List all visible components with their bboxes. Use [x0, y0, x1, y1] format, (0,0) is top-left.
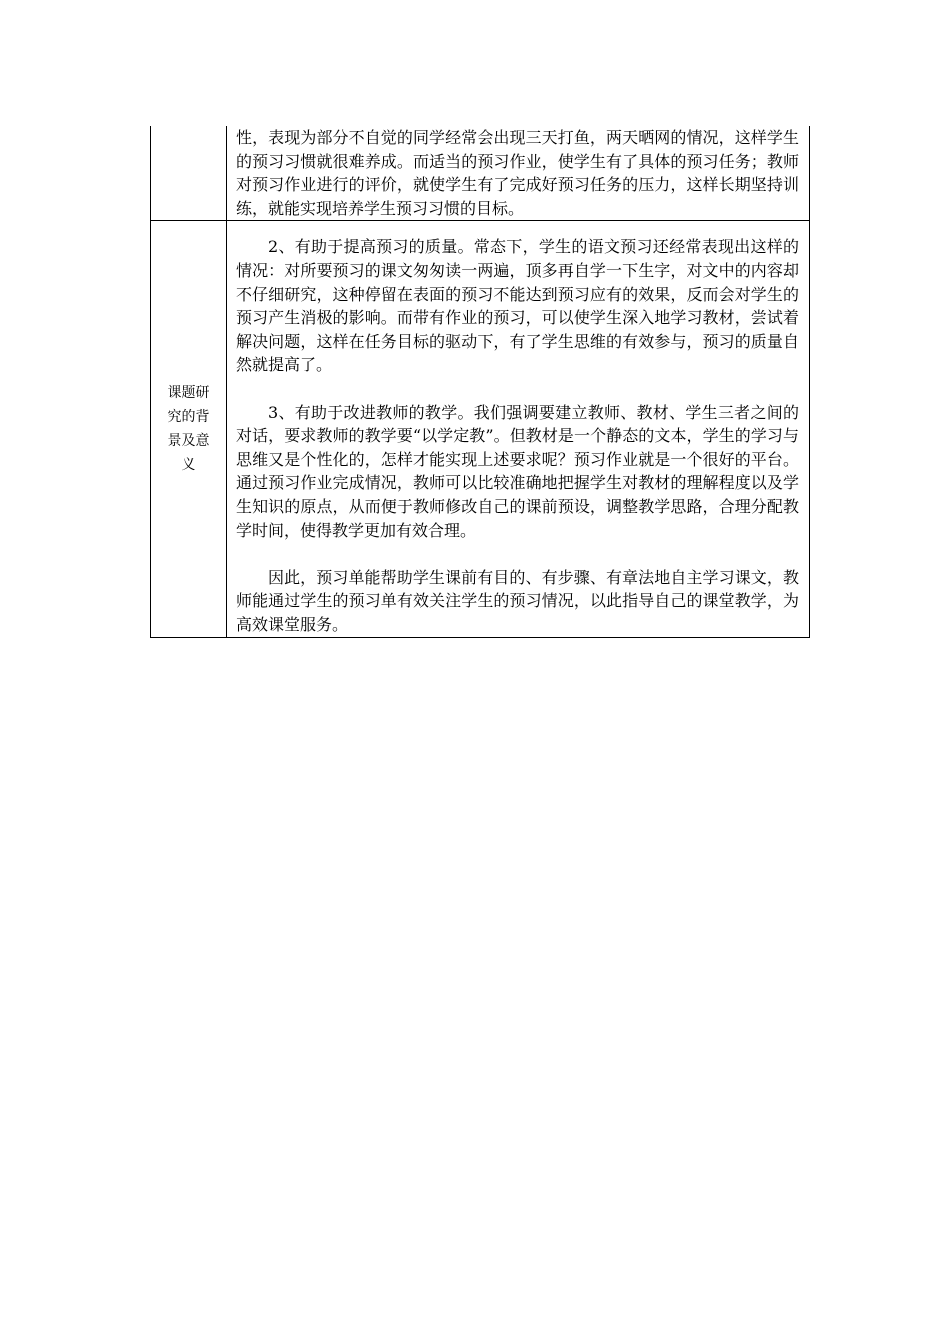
paragraph-gap: [236, 542, 799, 566]
continued-row: [151, 126, 810, 221]
background-row: [151, 221, 810, 638]
paragraph-quality: 2、有助于提高预习的质量。常态下，学生的语文预习还经常表现出这样的情况：对所要预习的课文匆匆读一两遍，顶多再自学一下生字，对文中的内容却不仔细研究，这种停留在表面的预习不能达到预习应有的效果，反而会对学生的预习产生消极的影响。而带有作业的预习，可以使学生深入地学习教材，尝试着解决问题，这样在任务目标的驱动下，有了学生思维的有效参与，预习的质量自然就提高了。: [236, 237, 799, 375]
paragraph-conclusion: 因此，预习单能帮助学生课前有目的、有步骤、有章法地自主学习课文，教师能通过学生的预习单有效关注学生的预习情况，以此指导自己的课堂教学，为高效课堂服务。: [236, 567, 799, 634]
background-content-cell: [227, 221, 810, 638]
background-label: 课题研究的背景及意义: [167, 385, 210, 474]
continued-row-label-cell: [151, 126, 227, 221]
continued-row-content-cell: [227, 126, 810, 221]
continued-paragraph: 性，表现为部分不自觉的同学经常会出现三天打鱼，两天晒网的情况，这样学生的预习习惯就很难养成。而适当的预习作业，使学生有了具体的预习任务；教师对预习作业进行的评价，就使学生有了完成好预习任务的压力，这样长期坚持训练，就能实现培养学生预习习惯的目标。: [236, 128, 799, 218]
paragraph-teaching: 3、有助于改进教师的教学。我们强调要建立教师、教材、学生三者之间的对话，要求教师的教学要“以学定教”。但教材是一个静态的文本，学生的学习与思维又是个性化的，怎样才能实现上述要求呢？预习作业就是一个很好的平台。通过预习作业完成情况，教师可以比较准确地把握学生对教材的理解程度以及学生知识的原点，从而便于教师修改自己的课前预设，调整教学思路，合理分配教学时间，使得教学更加有效合理。: [236, 402, 799, 540]
background-label-cell: [151, 221, 227, 638]
paragraph-gap: [236, 377, 799, 401]
research-table: [150, 126, 810, 638]
